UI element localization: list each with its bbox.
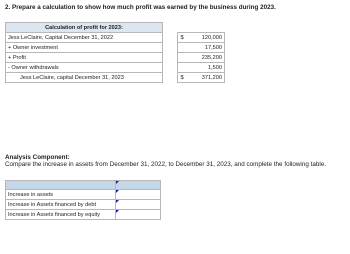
currency-sign: $: [178, 73, 187, 83]
amount-field: 371,200: [186, 73, 225, 83]
amount-field[interactable]: 120,000: [186, 33, 225, 43]
analysis-instruction: Compare the increase in assets from December 31, 2022, to December 31, 2023, and complete the following table.: [5, 161, 326, 168]
analysis-title: Analysis Component:: [5, 154, 70, 161]
table-row: [6, 190, 161, 200]
table-row: [6, 53, 225, 63]
table-row: [6, 210, 161, 220]
amount-field[interactable]: 235,200: [186, 53, 225, 63]
currency-sign: [178, 53, 187, 63]
table-row: [6, 43, 225, 53]
currency-sign: [178, 43, 187, 53]
row-label[interactable]: - Owner withdrawals: [6, 63, 163, 73]
currency-sign: [178, 63, 187, 73]
row-label: Increase in Assets financed by equity: [6, 210, 116, 220]
currency-sign: $: [178, 33, 187, 43]
analysis-table: [5, 180, 161, 220]
amount-field[interactable]: 1,500: [186, 63, 225, 73]
answer-input[interactable]: [116, 190, 161, 200]
profit-calculation-table: [5, 22, 225, 83]
row-label[interactable]: + Profit: [6, 53, 163, 63]
answer-input[interactable]: [116, 200, 161, 210]
amount-field[interactable]: 17,500: [186, 43, 225, 53]
table-header: Calculation of profit for 2023:: [6, 23, 163, 33]
table-row: [6, 63, 225, 73]
question-title: 2. Prepare a calculation to show how much profit was earned by the business during 2023.: [5, 4, 276, 11]
answer-input[interactable]: [116, 210, 161, 220]
table-row: [6, 73, 225, 83]
table-row: [6, 200, 161, 210]
row-label[interactable]: Jess LeClaire, Capital December 31, 2022: [6, 33, 163, 43]
table-header-row: [6, 23, 225, 33]
table-header-row: [6, 181, 161, 190]
row-label[interactable]: + Owner investment: [6, 43, 163, 53]
row-label: Increase in Assets financed by debt: [6, 200, 116, 210]
row-label: Jess LeClaire, capital December 31, 2023: [6, 73, 163, 83]
row-label: Increase in assets: [6, 190, 116, 200]
table-row: [6, 33, 225, 43]
